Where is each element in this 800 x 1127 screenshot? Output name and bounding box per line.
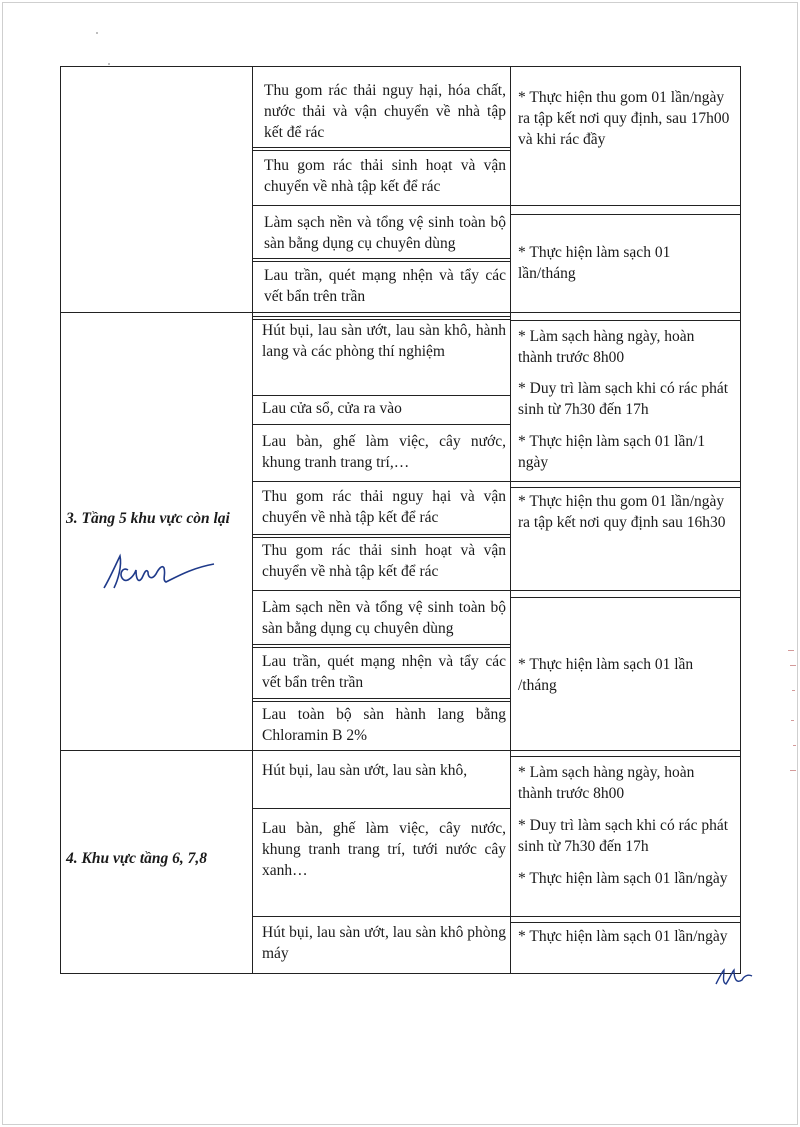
scan-mark xyxy=(790,770,796,771)
task-cell: Lau trần, quét mạng nhện và tẩy các vết bẩn trên trần xyxy=(262,653,506,691)
frequency-cell: * Thực hiện làm sạch 01 lần/ngày xyxy=(518,870,728,887)
row-divider xyxy=(252,644,511,648)
task-cell: Hút bụi, lau sàn ướt, lau sàn khô, xyxy=(262,762,468,779)
handwritten-initials xyxy=(714,966,754,993)
frequency-cell: * Thực hiện thu gom 01 lần/ngày ra tập kết nơi quy định, sau 17h00 và khi rác đầy xyxy=(518,89,730,148)
table-col-divider xyxy=(510,66,511,974)
row-divider xyxy=(510,597,741,598)
task-cell: Hút bụi, lau sàn ướt, lau sàn khô, hành lang và các phòng thí nghiệm xyxy=(262,322,506,360)
scan-mark xyxy=(790,665,796,666)
task-cell: Lau cửa sổ, cửa ra vào xyxy=(262,400,402,417)
row-divider xyxy=(510,214,741,215)
frequency-cell: * Làm sạch hàng ngày, hoàn thành trước 8h00 xyxy=(518,764,695,802)
section-divider xyxy=(60,750,741,751)
frequency-cell: * Làm sạch hàng ngày, hoàn thành trước 8h00 xyxy=(518,328,695,366)
row-divider xyxy=(252,534,511,538)
table-border-top xyxy=(60,66,741,67)
row-divider xyxy=(510,320,741,321)
scan-mark xyxy=(793,745,796,746)
row-divider xyxy=(252,424,511,425)
table-border-bottom xyxy=(60,973,741,974)
scan-dot xyxy=(108,63,110,65)
row-divider xyxy=(510,756,741,757)
row-divider xyxy=(252,147,511,151)
task-cell: Lau bàn, ghế làm việc, cây nước, khung tranh trang trí, tưới nước cây xanh… xyxy=(262,820,506,879)
task-cell: Lau trần, quét mạng nhện và tẩy các vết bẩn trên trần xyxy=(264,267,506,305)
row-divider xyxy=(252,916,741,917)
row-divider xyxy=(252,481,741,482)
scan-mark xyxy=(788,650,794,651)
table-border-right xyxy=(740,66,741,974)
frequency-cell: * Thực hiện làm sạch 01 lần/ngày xyxy=(518,928,728,945)
frequency-cell: * Duy trì làm sạch khi có rác phát sinh từ 7h30 đến 17h xyxy=(518,817,729,855)
scan-dot xyxy=(96,32,98,34)
frequency-cell: * Thực hiện làm sạch 01 lần/tháng xyxy=(518,244,671,282)
scan-mark xyxy=(792,690,795,691)
task-cell: Làm sạch nền và tổng vệ sinh toàn bộ sàn bằng dụng cụ chuyên dùng xyxy=(262,599,506,637)
section-divider xyxy=(60,312,741,313)
task-cell: Lau bàn, ghế làm việc, cây nước, khung tranh trang trí,… xyxy=(262,433,506,471)
task-cell: Thu gom rác thải sinh hoạt và vận chuyển về nhà tập kết để rác xyxy=(264,157,506,195)
task-cell: Thu gom rác thải nguy hại, hóa chất, nước thải và vận chuyển về nhà tập kết để rác xyxy=(264,82,506,141)
row-divider xyxy=(510,922,741,923)
frequency-cell: * Thực hiện thu gom 01 lần/ngày ra tập kết nơi quy định sau 16h30 xyxy=(518,493,726,531)
area-title: 4. Khu vực tầng 6, 7,8 xyxy=(66,850,208,867)
table-border-left xyxy=(60,66,61,974)
area-title: 3. Tầng 5 khu vực còn lại xyxy=(66,510,230,527)
table-col-divider xyxy=(252,66,253,974)
scan-mark xyxy=(791,720,794,721)
frequency-cell: * Thực hiện làm sạch 01 lần/1 ngày xyxy=(518,433,706,471)
task-cell: Làm sạch nền và tổng vệ sinh toàn bộ sàn bằng dụng cụ chuyên dùng xyxy=(264,214,506,252)
row-divider xyxy=(510,487,741,488)
row-divider xyxy=(252,395,511,396)
task-cell: Hút bụi, lau sàn ướt, lau sàn khô phòng máy xyxy=(262,924,506,962)
handwritten-signature xyxy=(100,550,218,597)
row-divider xyxy=(252,258,511,262)
task-cell: Thu gom rác thải sinh hoạt và vận chuyển về nhà tập kết để rác xyxy=(262,542,506,580)
row-divider xyxy=(252,590,741,591)
task-cell: Lau toàn bộ sàn hành lang bằng Chloramin B 2% xyxy=(262,706,506,744)
frequency-cell: * Duy trì làm sạch khi có rác phát sinh từ 7h30 đến 17h xyxy=(518,380,729,418)
row-divider xyxy=(252,808,511,809)
row-divider xyxy=(252,698,511,702)
frequency-cell: * Thực hiện làm sạch 01 lần /tháng xyxy=(518,656,694,694)
task-cell: Thu gom rác thải nguy hại và vận chuyển về nhà tập kết để rác xyxy=(262,488,506,526)
row-divider xyxy=(252,205,741,206)
